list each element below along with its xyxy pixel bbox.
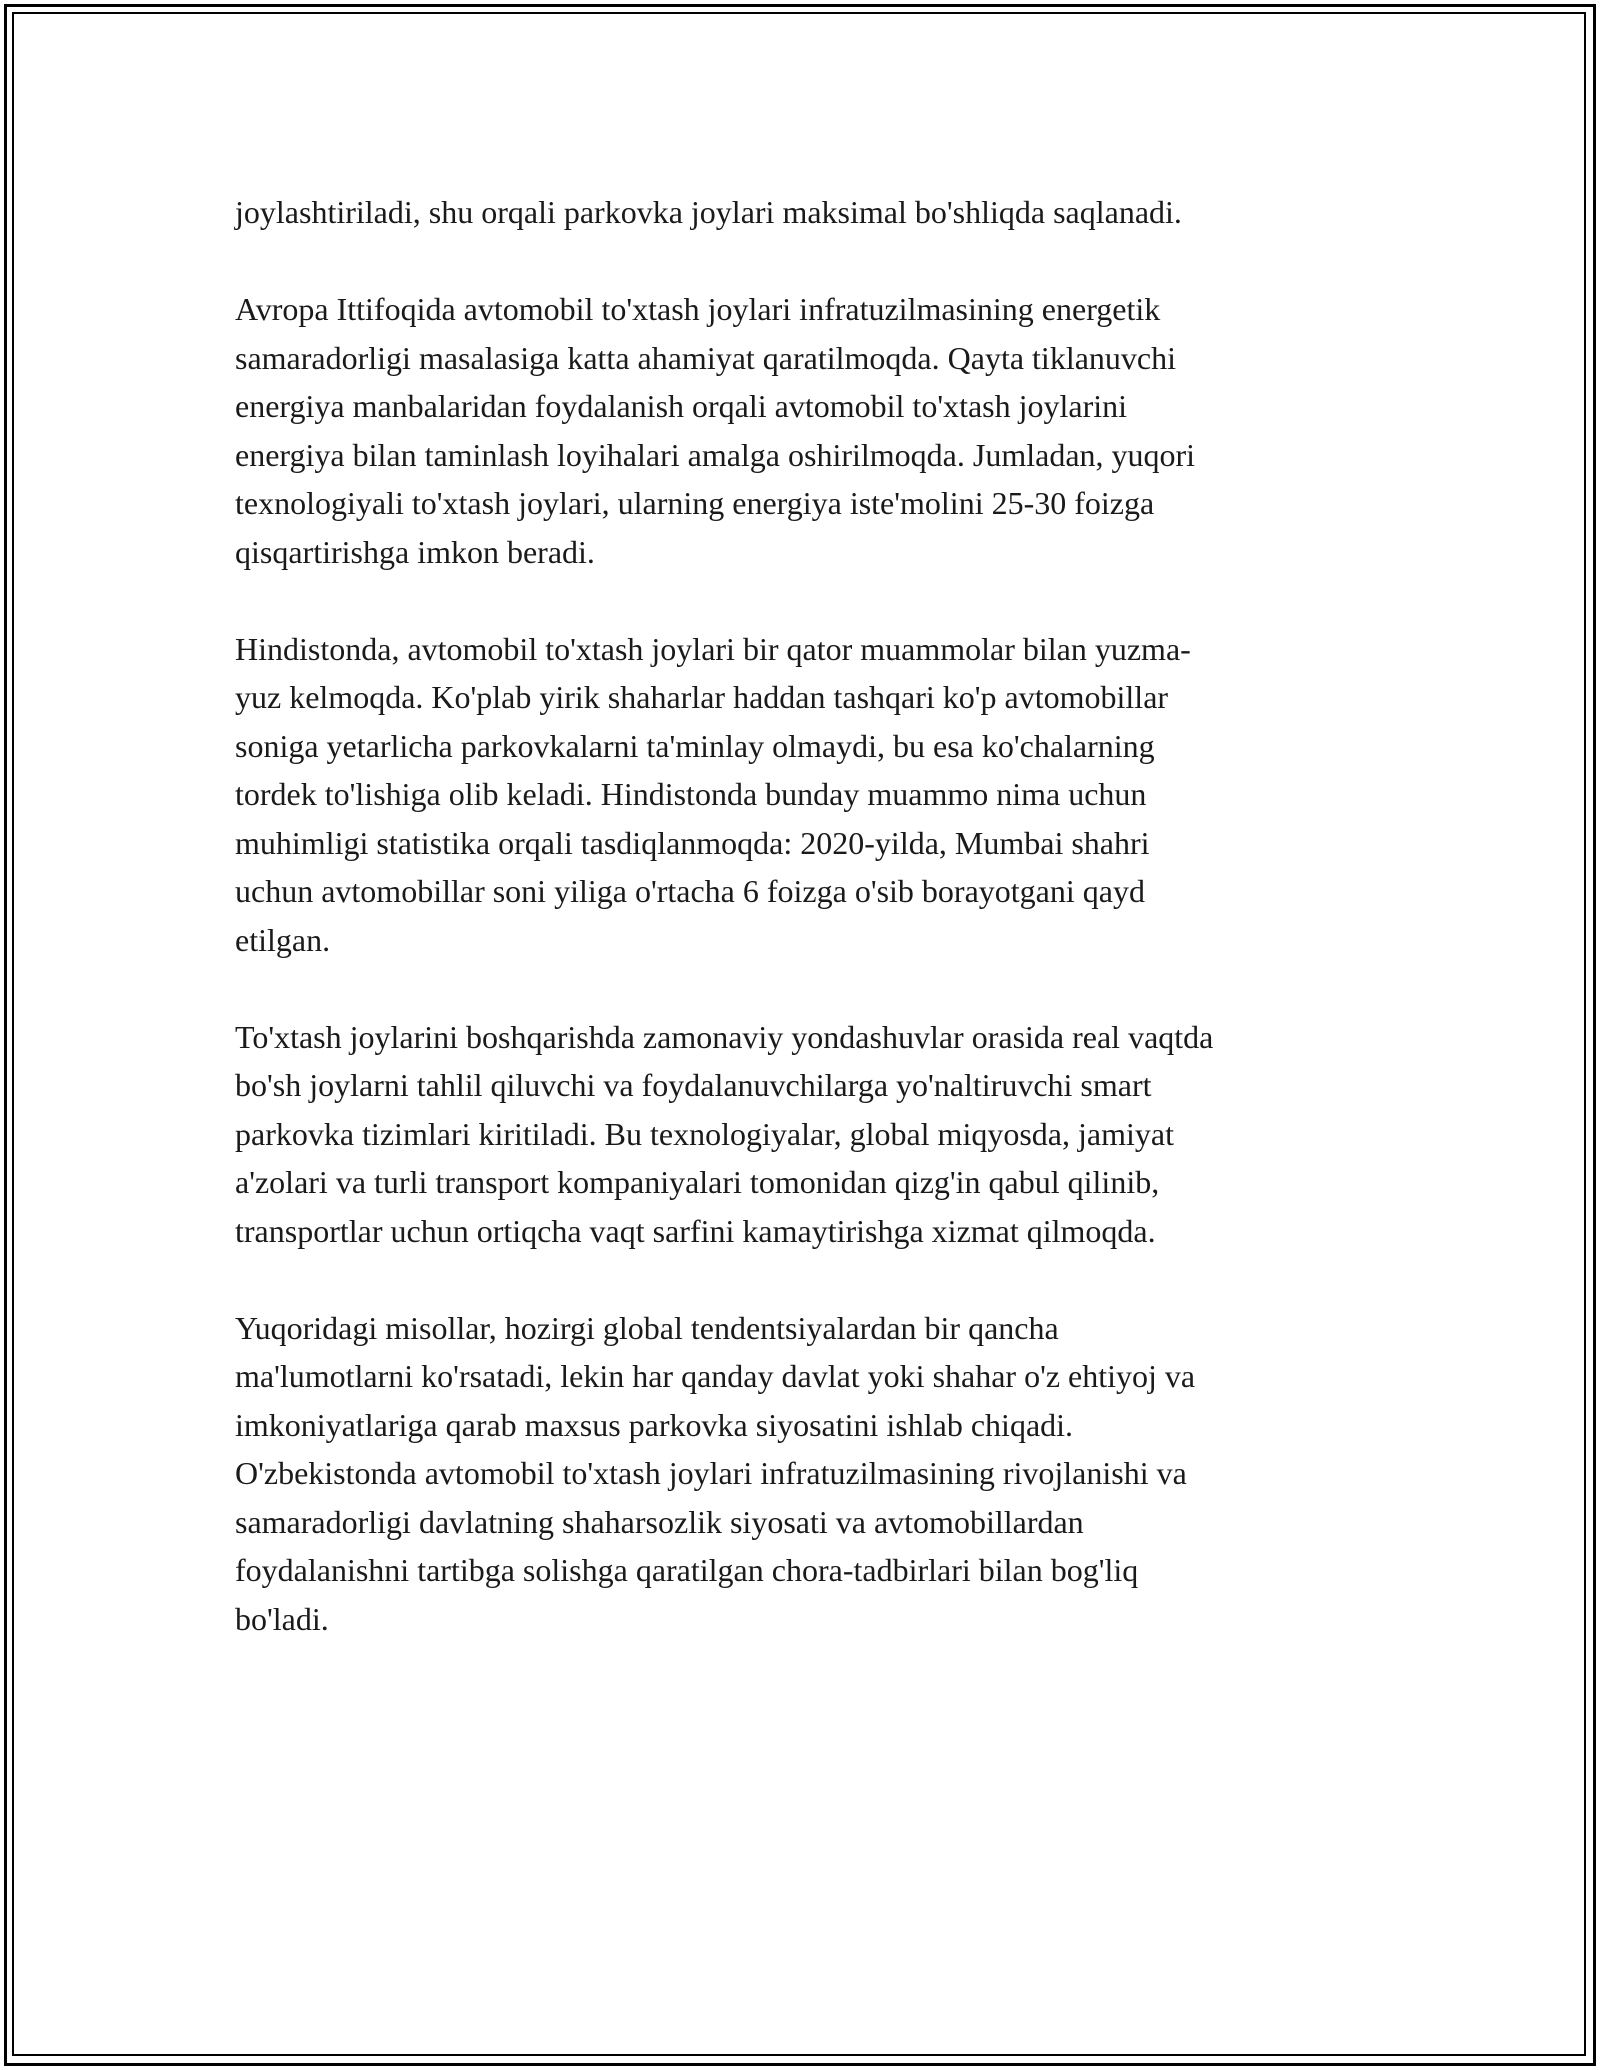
paragraph-4 (235, 1013, 1415, 1256)
text-line: samaradorligi masalasiga katta ahamiyat qaratilmoqda. Qayta tiklanuvchi (235, 339, 1176, 376)
text-line: imkoniyatlariga qarab maxsus parkovka siyosatini ishlab chiqadi. (235, 1406, 1074, 1443)
text-line: transportlar uchun ortiqcha vaqt sarfini kamaytirishga xizmat qilmoqda. (235, 1212, 1156, 1249)
text-line: texnologiyali to'xtash joylari, ularning energiya iste'molini 25-30 foizga (235, 485, 1155, 521)
text-line: soniga yetarlicha parkovkalarni ta'minlay olmaydi, bu esa ko'chalarning (235, 727, 1155, 764)
paragraph-3 (235, 625, 1415, 965)
text-line: bo'ladi. (235, 1600, 329, 1637)
text-line: energiya bilan taminlash loyihalari amalga oshirilmoqda. Jumladan, yuqori (235, 436, 1196, 473)
text-line: O'zbekistonda avtomobil to'xtash joylari infratuzilmasining rivojlanishi va (235, 1455, 1187, 1491)
text-line: Avropa Ittifoqida avtomobil to'xtash joylari infratuzilmasining energetik (235, 291, 1161, 327)
text-line: ma'lumotlarni ko'rsatadi, lekin har qanday davlat yoki shahar o'z ehtiyoj va (235, 1358, 1196, 1394)
text-line: Hindistonda, avtomobil to'xtash joylari bir qator muammolar bilan yuzma- (235, 630, 1191, 667)
text-line: parkovka tizimlari kiritiladi. Bu texnologiyalar, global miqyosda, jamiyat (235, 1115, 1174, 1152)
document-body (235, 188, 1415, 1692)
text-line: qisqartirishga imkon beradi. (235, 533, 595, 570)
paragraph-1 (235, 188, 1415, 237)
text-line: uchun avtomobillar soni yiliga o'rtacha 6 foizga o'sib borayotgani qayd (235, 873, 1145, 909)
text-line: foydalanishni tartibga solishga qaratilgan chora-tadbirlari bilan bog'liq (235, 1552, 1139, 1588)
text-line: joylashtiriladi, shu orqali parkovka joylari maksimal bo'shliqda saqlanadi. (235, 194, 1182, 230)
paragraph-2 (235, 285, 1415, 576)
text-line: Yuqoridagi misollar, hozirgi global tendentsiyalardan bir qancha (235, 1309, 1059, 1346)
text-line: samaradorligi davlatning shaharsozlik siyosati va avtomobillardan (235, 1503, 1084, 1540)
paragraph-5 (235, 1304, 1415, 1644)
text-line: yuz kelmoqda. Ko'plab yirik shaharlar haddan tashqari ko'p avtomobillar (235, 679, 1169, 715)
text-line: etilgan. (235, 921, 331, 958)
text-line: a'zolari va turli transport kompaniyalari tomonidan qizg'in qabul qilinib, (235, 1164, 1160, 1200)
text-line: bo'sh joylarni tahlil qiluvchi va foydalanuvchilarga yo'naltiruvchi smart (235, 1067, 1152, 1103)
text-line: To'xtash joylarini boshqarishda zamonaviy yondashuvlar orasida real vaqtda (235, 1018, 1214, 1055)
text-line: muhimligi statistika orqali tasdiqlanmoqda: 2020-yilda, Mumbai shahri (235, 824, 1150, 861)
text-line: tordek to'lishiga olib keladi. Hindistonda bunday muammo nima uchun (235, 776, 1147, 812)
text-line: energiya manbalaridan foydalanish orqali avtomobil to'xtash joylarini (235, 388, 1128, 424)
